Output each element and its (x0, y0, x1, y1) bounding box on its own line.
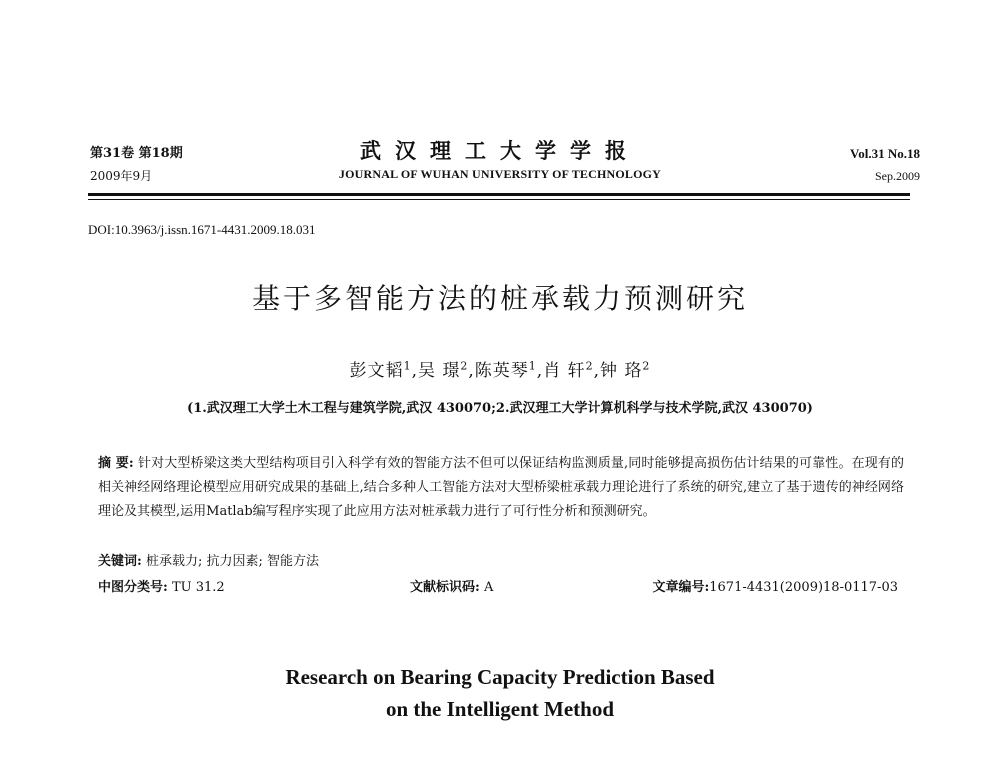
volume-issue-en: Vol.31 No.18 (850, 146, 920, 161)
clc-number (98, 576, 225, 595)
author-name: 陈英琴 (474, 361, 529, 381)
date-en: Sep.2009 (875, 169, 920, 183)
journal-masthead (250, 138, 750, 182)
header-rule-thin (88, 199, 910, 200)
author-affil-mark: 2 (642, 359, 651, 373)
title-en-line-2: on the Intelligent Method (385, 697, 615, 721)
author-affil-mark: 1 (528, 359, 537, 373)
author-name: 钟 珞 (600, 361, 643, 381)
header-left (90, 143, 183, 187)
keywords (98, 550, 319, 569)
doc-code-label: 文献标识码: (410, 580, 480, 595)
title-en-line-1: Research on Bearing Capacity Prediction Based (285, 665, 715, 689)
document-code (410, 576, 493, 595)
keywords-label: 关键词: (98, 554, 142, 569)
affiliations: (1.武汉理工大学土木工程与建筑学院,武汉 430070;2.武汉理工大学计算机科学与技术学院,武汉 430070) (187, 401, 813, 416)
date-cn: 2009年9月 (90, 169, 153, 183)
doc-code-value: A (483, 580, 494, 595)
keywords-text: 桩承载力; 抗力因素; 智能方法 (145, 554, 319, 569)
author-name: 吴 璟 (417, 361, 461, 381)
author-name: 彭文韬 (349, 361, 404, 381)
author-name: 肖 轩 (543, 361, 586, 381)
journal-name-en: JOURNAL OF WUHAN UNIVERSITY OF TECHNOLOGY (338, 167, 662, 181)
header-rule-thick (88, 193, 910, 196)
article-number (652, 576, 898, 595)
abstract (98, 452, 904, 524)
clc-label: 中图分类号: (98, 580, 168, 595)
doi: DOI:10.3963/j.issn.1671-4431.2009.18.031 (88, 222, 316, 237)
author-affil-mark: 2 (585, 359, 594, 373)
abstract-text: 针对大型桥梁这类大型结构项目引入科学有效的智能方法不但可以保证结构监测质量,同时能够提高损伤估计结果的可靠性。在现有的相关神经网络理论模型应用研究成果的基础上,结合多种人工智能方法对大型桥梁桩承载力理论进行了系统的研究,建立了基于遗传的神经网络理论及其模型,运用Matlab编写程序实现了此应用方法对桩承载力进行了可行性分析和预测研究。 (98, 456, 904, 519)
header-right (850, 143, 920, 187)
abstract-label: 摘 要: (98, 456, 134, 471)
article-no-value: 1671-4431(2009)18-0117-03 (709, 580, 898, 595)
paper-title-en (0, 661, 1000, 725)
author-affil-mark: 1 (403, 359, 412, 373)
author-affil-mark: 2 (460, 359, 469, 373)
volume-issue-cn: 第31卷 第18期 (90, 146, 183, 161)
clc-value: TU 31.2 (171, 580, 225, 595)
journal-name-cn: 武汉理工大学学报 (360, 138, 640, 163)
paper-title-cn: 基于多智能方法的桩承载力预测研究 (251, 282, 748, 315)
article-no-label: 文章编号: (652, 580, 710, 595)
author-list: 彭文韬$^1$,吴 璟$^2$,陈英琴$^1$,肖 轩$^2$,钟 珞$^2$ (349, 359, 651, 381)
